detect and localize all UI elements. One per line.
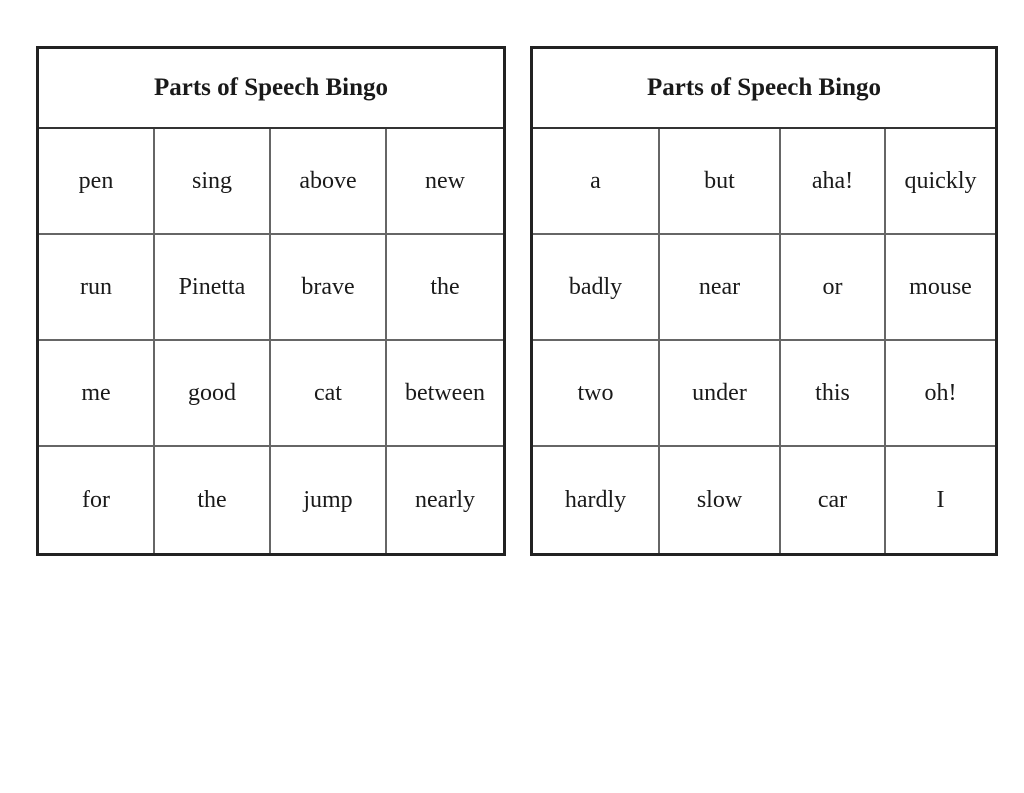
bingo-cell: brave: [271, 235, 387, 341]
bingo-cell: two: [533, 341, 660, 447]
bingo-cell: near: [660, 235, 781, 341]
bingo-grid: [533, 129, 995, 553]
bingo-cell: hardly: [533, 447, 660, 553]
bingo-card-2: [530, 46, 998, 556]
bingo-cell: above: [271, 129, 387, 235]
card-title: Parts of Speech Bingo: [533, 49, 995, 129]
bingo-grid: [39, 129, 503, 553]
bingo-cell: me: [39, 341, 155, 447]
bingo-cell: for: [39, 447, 155, 553]
bingo-cell: aha!: [781, 129, 886, 235]
bingo-cell: badly: [533, 235, 660, 341]
bingo-cell: the: [387, 235, 503, 341]
card-title: Parts of Speech Bingo: [39, 49, 503, 129]
bingo-cell: Pinetta: [155, 235, 271, 341]
bingo-cell: or: [781, 235, 886, 341]
bingo-cell: sing: [155, 129, 271, 235]
bingo-cell: quickly: [886, 129, 995, 235]
bingo-cell: car: [781, 447, 886, 553]
bingo-cell: a: [533, 129, 660, 235]
bingo-cell: slow: [660, 447, 781, 553]
bingo-cell: good: [155, 341, 271, 447]
bingo-cell: I: [936, 486, 945, 513]
bingo-cell: run: [39, 235, 155, 341]
bingo-cell: between: [387, 341, 503, 447]
bingo-cell: new: [387, 129, 503, 235]
bingo-cell: under: [660, 341, 781, 447]
bingo-cell: mouse: [886, 235, 995, 341]
bingo-cell: jump: [271, 447, 387, 553]
bingo-cell: oh!: [886, 341, 995, 447]
bingo-cell: the: [155, 447, 271, 553]
bingo-cell: this: [781, 341, 886, 447]
bingo-cell: but: [660, 129, 781, 235]
bingo-cell: nearly: [415, 486, 475, 513]
bingo-cell: cat: [271, 341, 387, 447]
bingo-cell: pen: [39, 129, 155, 235]
bingo-card-1: [36, 46, 506, 556]
